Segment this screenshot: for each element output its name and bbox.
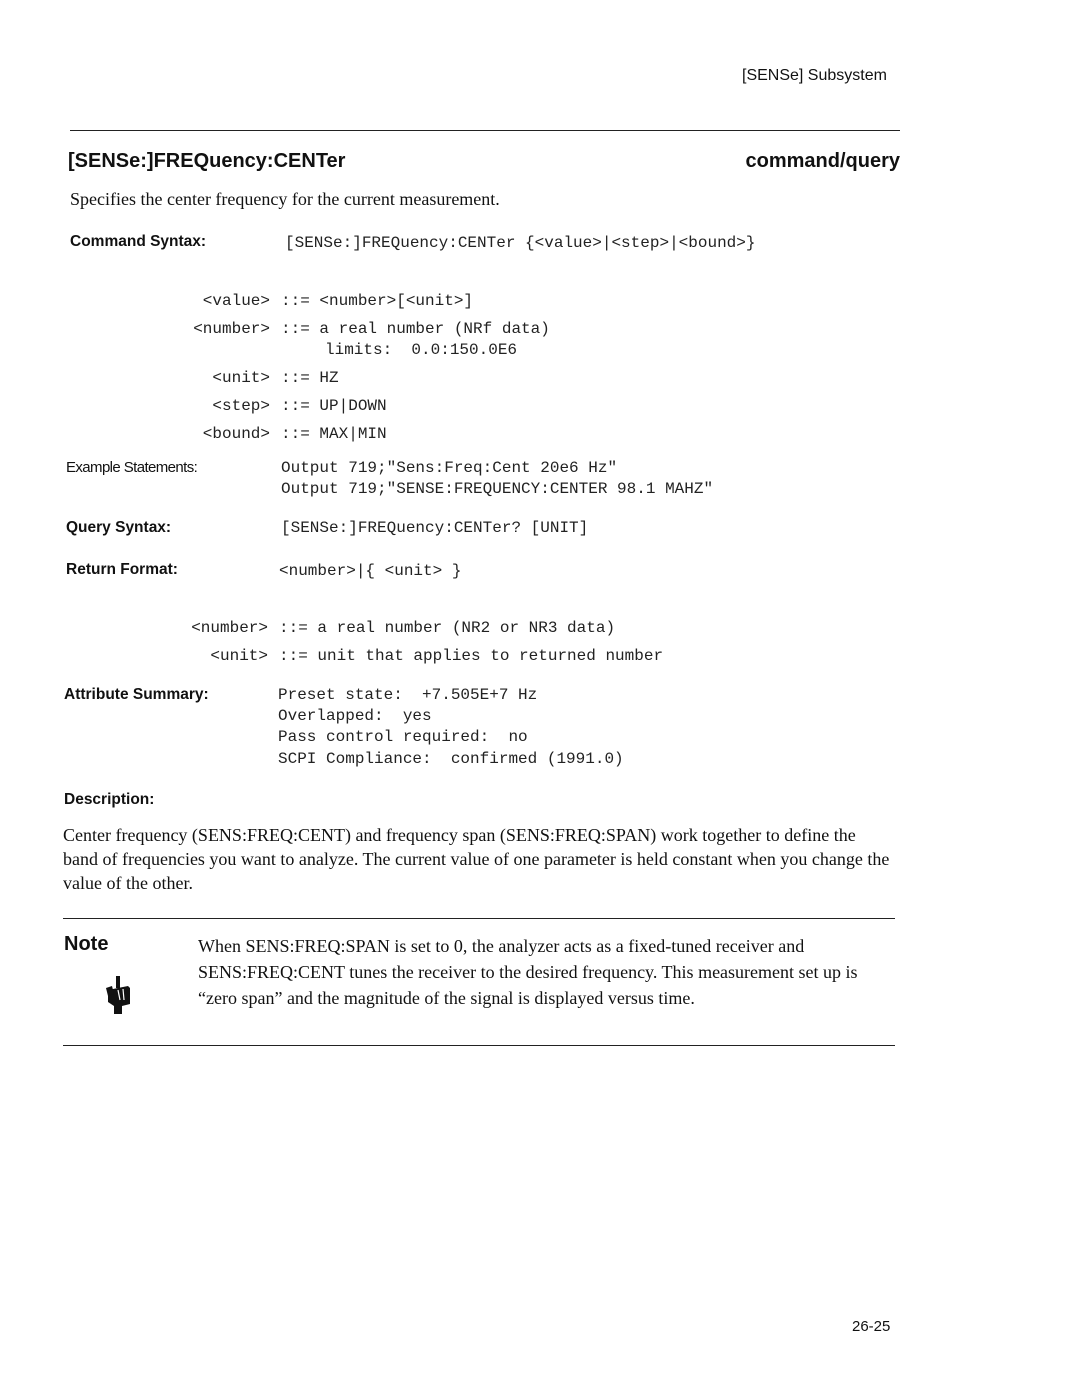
example-label: Example Statements: xyxy=(66,459,198,476)
definition-value: ::= UP|DOWN xyxy=(281,397,387,415)
definition-value: ::= MAX|MIN xyxy=(281,425,387,443)
note-bottom-rule xyxy=(63,1045,895,1046)
note-text: When SENS:FREQ:SPAN is set to 0, the analyzer acts as a fixed-tuned receiver and SENS:FREQ:CENT tunes the receiver to the desired frequency. This measurement set up is “zero span” and the magnitude of the signal is displayed versus time. xyxy=(198,936,858,1008)
pointing-hand-icon xyxy=(96,958,126,998)
definition-term: <value> xyxy=(202,292,270,310)
definition-value: limits: 0.0:150.0E6 xyxy=(325,341,518,359)
definition-term: <number> xyxy=(191,619,268,637)
attribute-line: Preset state: +7.505E+7 Hz xyxy=(278,686,538,704)
attribute-line: Overlapped: yes xyxy=(278,707,432,725)
command-syntax-label: Command Syntax: xyxy=(70,233,207,250)
description-label: Description: xyxy=(64,791,155,808)
note-top-rule xyxy=(63,918,895,919)
header-rule xyxy=(70,130,900,131)
definition-value: ::= <number>[<unit>] xyxy=(281,292,474,310)
description-text: Center frequency (SENS:FREQ:CENT) and frequency span (SENS:FREQ:SPAN) work together to define the band of frequencies you want to analyze. The current value of one parameter is held constant when you change the value of the other. xyxy=(63,825,890,893)
definition-term: <unit> xyxy=(212,369,270,387)
return-format: <number>|{ <unit> } xyxy=(279,562,462,580)
definition-value: ::= unit that applies to returned number xyxy=(279,647,664,665)
definition-term: <unit> xyxy=(210,647,268,665)
definition-value: ::= a real number (NR2 or NR3 data) xyxy=(279,619,616,637)
running-header: [SENSe] Subsystem xyxy=(742,67,887,84)
definition-term: <number> xyxy=(193,320,270,338)
note-label: Note xyxy=(64,933,109,955)
example-line: Output 719;"SENSE:FREQUENCY:CENTER 98.1 MAHZ" xyxy=(281,480,714,498)
command-syntax: [SENSe:]FREQuency:CENTer {<value>|<step>|<bound>} xyxy=(285,234,756,252)
command-title: [SENSe:]FREQuency:CENTer xyxy=(68,150,346,172)
definition-value: ::= a real number (NRf data) xyxy=(281,320,550,338)
definition-term: <bound> xyxy=(202,425,270,443)
return-format-label: Return Format: xyxy=(66,561,178,578)
definition-term: <step> xyxy=(212,397,270,415)
attribute-summary-label: Attribute Summary: xyxy=(64,686,209,703)
definition-value: ::= HZ xyxy=(281,369,339,387)
example-line: Output 719;"Sens:Freq:Cent 20e6 Hz" xyxy=(281,459,618,477)
query-syntax-label: Query Syntax: xyxy=(66,519,172,536)
attribute-line: SCPI Compliance: confirmed (1991.0) xyxy=(278,750,624,768)
command-type: command/query xyxy=(745,150,900,172)
attribute-line: Pass control required: no xyxy=(278,728,528,746)
page-number: 26-25 xyxy=(852,1318,891,1335)
command-summary: Specifies the center frequency for the current measurement. xyxy=(70,189,500,209)
query-syntax: [SENSe:]FREQuency:CENTer? [UNIT] xyxy=(281,519,589,537)
